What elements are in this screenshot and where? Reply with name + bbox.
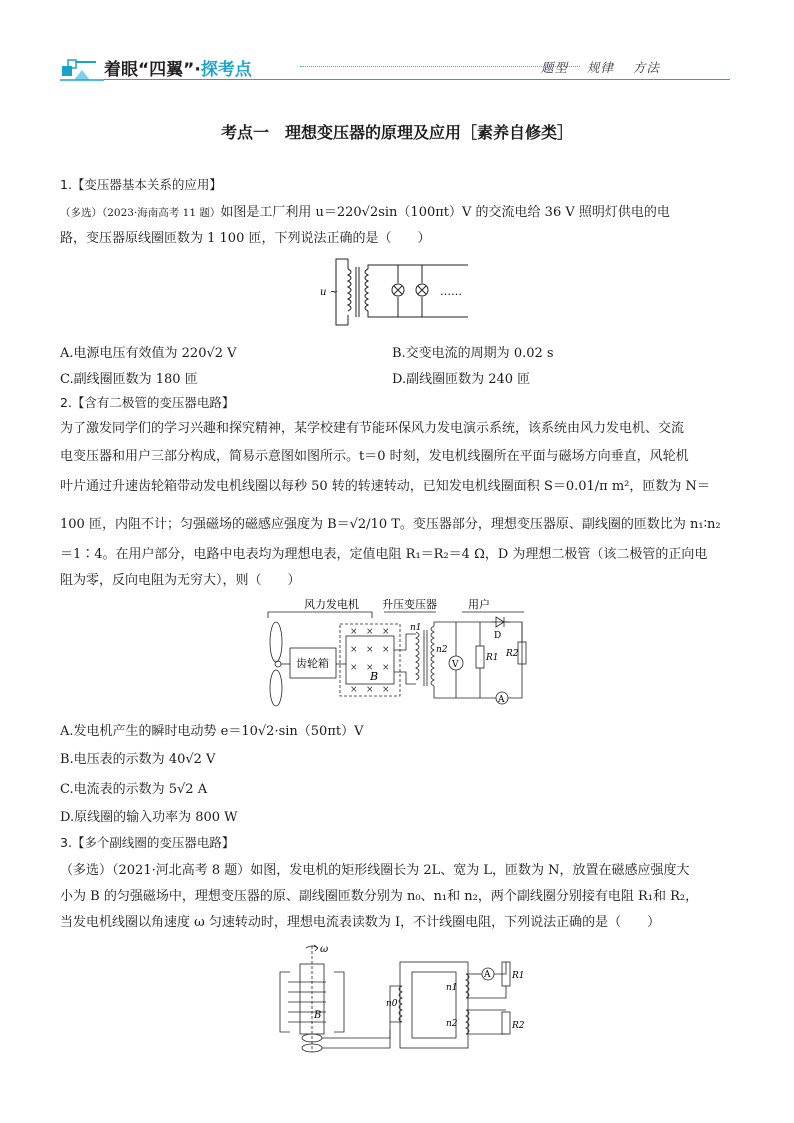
svg-text:×: ×: [366, 627, 374, 637]
svg-text:×: ×: [382, 645, 390, 655]
q3-n0-label: n0: [386, 999, 398, 1009]
q2-line4: 100 匝，内阻不计；匀强磁场的磁感应强度为 B＝√2/10 T。变压器部分，理想变压器原、副线圈的匝数比为 n₁∶n₂: [60, 517, 721, 532]
svg-text:×: ×: [382, 627, 390, 637]
page-title: 考点一 理想变压器的原理及应用［素养自修类］: [220, 123, 573, 142]
q1-option-c: C.副线圈匝数为 180 匝: [60, 372, 198, 387]
svg-text:×: ×: [350, 645, 358, 655]
q1-option-d: D.副线圈匝数为 240 匝: [392, 372, 531, 387]
q2-a-label: A: [498, 695, 505, 705]
q1-circuit-diagram: [318, 255, 478, 331]
q2-line3: 叶片通过升速齿轮箱带动发电机线圈以每秒 50 转的转速转动，已知发电机线圈面积 S＝0.01/π m²，匝数为 N＝: [60, 479, 710, 494]
q2-trans-label: 升压变压器: [382, 598, 437, 611]
q2-heading: 2.【含有二极管的变压器电路】: [60, 395, 235, 410]
q1-source: （多选）（2023·海南高考 11 题）: [60, 207, 221, 219]
q1-option-a: A.电源电压有效值为 220√2 V: [60, 346, 237, 361]
brand-accent: 探考点: [200, 60, 252, 80]
q2-b-label: B: [370, 670, 379, 683]
q3-line2: 小为 B 的匀强磁场中，理想变压器的原、副线圈匝数分别为 n₀、n₁和 n₂，两个副线圈分别接有电阻 R₁和 R₂，: [60, 889, 699, 904]
svg-text:×: ×: [366, 685, 374, 695]
q3-heading: 3.【多个副线圈的变压器电路】: [60, 835, 235, 850]
q2-option-b: B.电压表的示数为 40√2 V: [60, 752, 216, 767]
q2-option-d: D.原线圈的输入功率为 800 W: [60, 810, 238, 825]
q2-n1-label: n1: [410, 623, 422, 633]
q2-option-a: A.发电机产生的瞬时电动势 e＝10√2·sin（50πt）V: [60, 724, 364, 739]
q1-option-b: B.交变电流的周期为 0.02 s: [392, 346, 554, 361]
q2-n2-label: n2: [436, 645, 448, 655]
q1-stem-line1: [60, 200, 736, 226]
q2-gearbox-label: 齿轮箱: [296, 657, 329, 670]
brand-prefix: 着眼“四翼”·: [104, 60, 201, 80]
section-header: [60, 52, 730, 82]
logo-icon: [60, 52, 108, 82]
q2-d-label: D: [494, 631, 502, 641]
brand-title: [104, 55, 252, 80]
q3-line1: （多选）（2021·河北高考 8 题）如图，发电机的矩形线圈长为 2L、宽为 L，匝数为 N，放置在磁感应强度大: [60, 863, 690, 878]
svg-text:×: ×: [366, 645, 374, 655]
q3-n2-label: n2: [446, 1019, 458, 1029]
svg-text:×: ×: [382, 663, 390, 673]
tag-type: 题型: [540, 60, 568, 75]
q3-line3: 当发电机线圈以角速度 ω 匀速转动时，理想电流表读数为 I，不计线圈电阻，下列说法正确的是（ ）: [60, 915, 661, 930]
svg-text:×: ×: [366, 663, 374, 673]
header-rule: [104, 79, 730, 80]
q1-stem-line2: 路，变压器原线圈匝数为 1 100 匝，下列说法正确的是（ ）: [60, 231, 431, 246]
q2-line1: 为了激发同学们的学习兴趣和探究精神，某学校建有节能环保风力发电演示系统，该系统由风力发电机、交流: [60, 421, 685, 436]
q2-gen-label: 风力发电机: [304, 598, 359, 611]
tag-method: 方法: [632, 60, 660, 75]
q3-a-label: A: [484, 970, 491, 980]
q3-r2-label: R2: [512, 1021, 525, 1031]
q2-line5: ＝1∶4。在用户部分，电路中电表均为理想电表，定值电阻 R₁＝R₂＝4 Ω，D 为理想二极管（该二极管的正向电: [60, 547, 708, 562]
tag-rule: 规律: [586, 60, 614, 75]
svg-text:×: ×: [350, 685, 358, 695]
header-tags: [527, 58, 660, 76]
q3-r1-label: R1: [512, 971, 525, 981]
q2-option-c: C.电流表的示数为 5√2 A: [60, 782, 208, 797]
svg-text:×: ×: [382, 685, 390, 695]
svg-text:×: ×: [350, 627, 358, 637]
q2-r1-label: R1: [486, 653, 499, 663]
q1-stem-a: 如图是工厂利用 u＝220√2sin（100πt）V 的交流电给 36 V 照明灯供电的电: [220, 205, 670, 220]
q1-heading: 1.【变压器基本关系的应用】: [60, 177, 222, 192]
q2-line2: 电变压器和用户三部分构成，简易示意图如图所示。t＝0 时刻，发电机线圈所在平面与磁场方向垂直，风轮机: [60, 449, 689, 464]
q2-line6: 阻为零，反向电阻为无穷大），则（ ）: [60, 573, 301, 588]
q2-v-label: V: [452, 660, 459, 670]
svg-text:×: ×: [350, 663, 358, 673]
q3-n1-label: n1: [446, 983, 458, 993]
q2-user-label: 用户: [468, 598, 490, 611]
q2-circuit-diagram: [262, 596, 534, 710]
q3-omega-label: ω: [320, 944, 329, 955]
q2-r2-label: R2: [506, 649, 519, 659]
q1-dots-label: ……: [440, 285, 462, 298]
q3-b-label: B: [314, 1010, 322, 1021]
q3-circuit-diagram: [270, 942, 530, 1060]
q1-u-label: u ~: [320, 287, 338, 298]
